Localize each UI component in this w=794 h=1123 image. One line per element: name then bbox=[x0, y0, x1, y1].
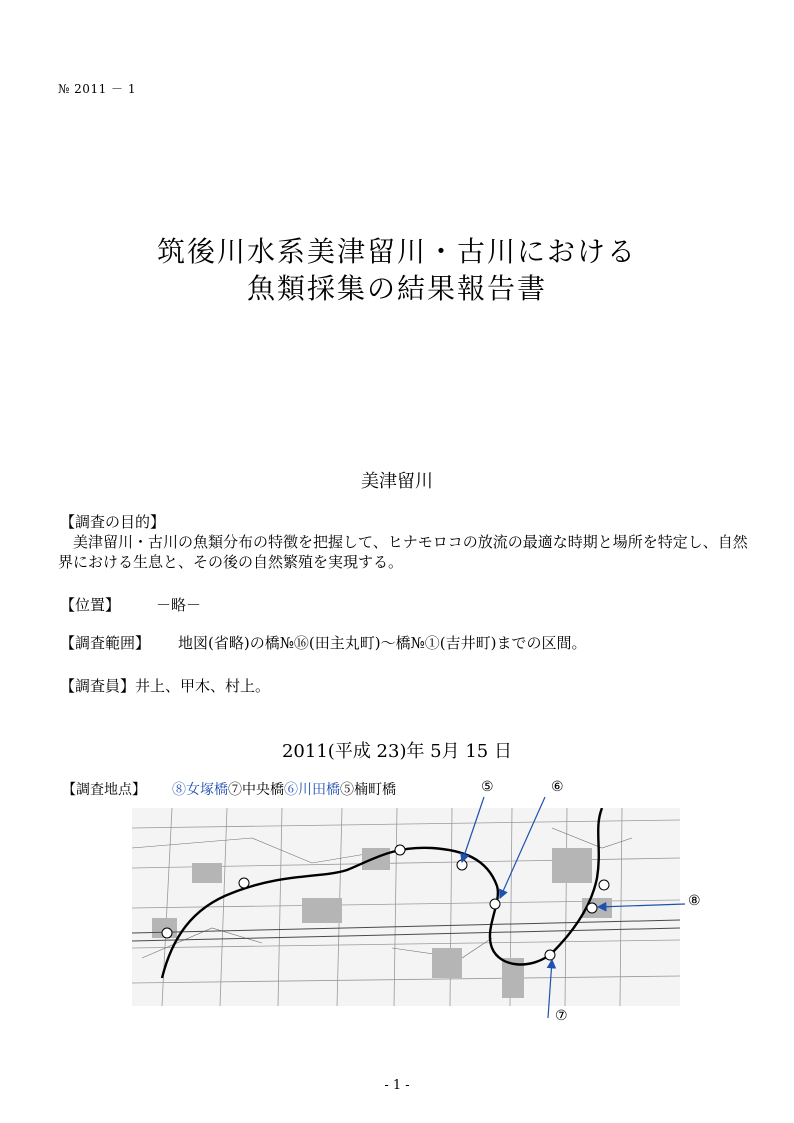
survey-date: 2011(平成 23)年 5月 15 日 bbox=[281, 741, 512, 762]
point-5: ⑤楠町橋 bbox=[340, 782, 396, 798]
callout-5: ⑤ bbox=[481, 779, 494, 795]
purpose-heading: 【調査の目的】 bbox=[60, 513, 166, 531]
survey-map bbox=[132, 808, 680, 1006]
survey-points-list bbox=[172, 779, 396, 799]
purpose-body: 美津留川・古川の魚類分布の特徴を把握して、ヒナモロコの放流の最適な時期と場所を特定し、自然界における生息と、その後の自然繁殖を実現する。 bbox=[58, 533, 748, 571]
survey-points-label: 【調査地点】 bbox=[62, 782, 146, 798]
survey-range-label: 【調査範囲】 bbox=[60, 634, 151, 652]
document-number: № 2011 － 1 bbox=[58, 82, 136, 96]
point-6: ⑥川田橋 bbox=[284, 782, 340, 798]
members-line bbox=[60, 676, 270, 696]
point-8: ⑧女塚橋 bbox=[172, 782, 228, 798]
document-title-line-2: 魚類採集の結果報告書 bbox=[246, 272, 547, 305]
members-label: 【調査員】 bbox=[60, 677, 136, 695]
section-title: 美津留川 bbox=[361, 471, 433, 492]
callout-8: ⑧ bbox=[688, 893, 701, 909]
survey-range-value: 地図(省略)の橋№⑯(田主丸町)～橋№①(吉井町)までの区間。 bbox=[178, 634, 587, 652]
point-7: ⑦中央橋 bbox=[228, 782, 284, 798]
members-value: 井上、甲木、村上。 bbox=[135, 677, 271, 695]
document-title-line-1: 筑後川水系美津留川・古川における bbox=[156, 235, 637, 268]
page-number: - 1 - bbox=[384, 1078, 410, 1093]
callout-7: ⑦ bbox=[555, 1008, 568, 1024]
callout-6: ⑥ bbox=[551, 779, 564, 795]
location-value: －略－ bbox=[156, 596, 202, 614]
location-label: 【位置】 bbox=[60, 596, 121, 614]
